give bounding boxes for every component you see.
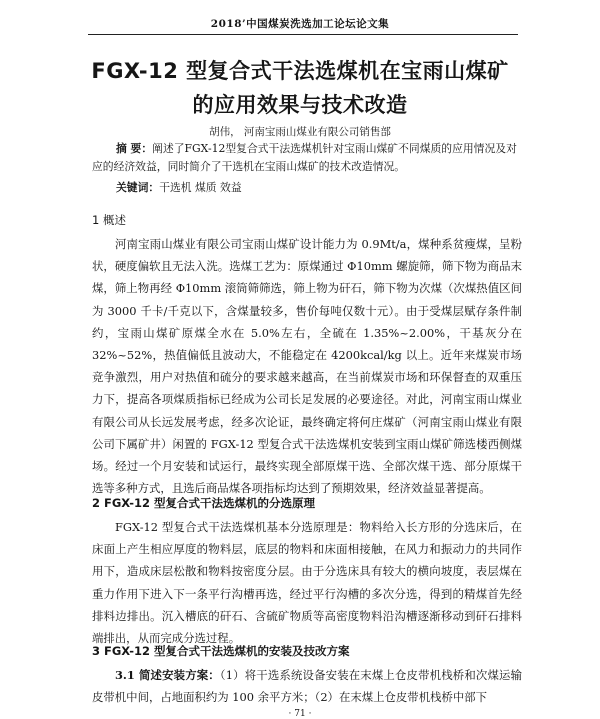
keywords-label: 关键词：	[116, 181, 160, 194]
paper-title-line-1: FGX-12 型复合式干法选煤机在宝雨山煤矿	[91, 59, 509, 83]
abstract-text: 阐述了FGX-12型复合式干法选煤机针对宝雨山煤矿不同煤质的应用情况及对应的经济效益，同时简介了干选机在宝雨山煤矿的技术改造情况。	[92, 142, 517, 173]
keywords-text: 干选机 煤质 效益	[159, 181, 242, 194]
section-heading-3	[92, 643, 350, 659]
page-number: · 71 ·	[288, 709, 312, 719]
keywords	[116, 180, 242, 195]
abstract	[92, 140, 522, 176]
section-heading-3-text: 3 FGX-12 型复合式干法选煤机的安装及技改方案	[92, 644, 350, 658]
section-heading-1: 1 概述	[92, 213, 126, 227]
section-heading-2-text: 2 FGX-12 型复合式干法选煤机的分选原理	[92, 496, 316, 510]
section-3-paragraph	[92, 664, 522, 708]
paper-title-line-2: 的应用效果与技术改造	[192, 93, 408, 117]
subsection-3-1-text: （1）将干选系统设备安装在末煤上仓皮带机栈桥和次煤运输皮带机中间，占地面积约为 100 余平方米；（2）在末煤上仓皮带机栈桥中部下	[92, 668, 522, 705]
section-1-paragraph: 河南宝雨山煤业有限公司宝雨山煤矿设计能力为 0.9Mt/a，煤种系贫瘦煤，呈粉状，硬度偏软且无法入洗。选煤工艺为：原煤通过 Φ10mm 螺旋筛，筛下物为商品末煤，筛上物再经 Φ10mm 滚筒筛筛选，筛上物为矸石，筛下物为次煤（次煤热值区间为 3000 千卡/千克以下，含煤量较多，售价每吨仅数十元）。由于受煤层赋存条件制约，宝雨山煤矿原煤全水在 5.0%左右，全硫在 1.35%~2.00%，干基灰分在 32%~52%，热值偏低且波动大，不能稳定在 4200kcal/kg 以上。近年来煤炭市场竞争激烈，用户对热值和硫分的要求越来越高，在当前煤炭市场和环保督查的双重压力下，提高各项煤质指标已经成为公司长足发展的必要途径。对此，河南宝雨山煤业有限公司从长远发展考虑，经多次论证，最终确定将何庄煤矿（河南宝雨山煤业有限公司下属矿井）闲置的 FGX-12 型复合式干法选煤机安装到宝雨山煤矿筛选楼西侧煤场。经过一个月安装和试运行，最终实现全部原煤干选、全部次煤干选、部分原煤干选等多种方式，且选后商品煤各项指标均达到了预期效果，经济效益显著提高。	[92, 237, 522, 496]
section-2-paragraph: FGX-12 型复合式干法选煤机基本分选原理是：物料给入长方形的分选床后，在床面上产生相应厚度的物料层，底层的物料和床面相接触，在风力和振动力的共同作用下，造成床层松散和物料按密度分层。由于分选床具有较大的横向坡度，表层煤在重力作用下进入下一条平行沟槽再选，经过平行沟槽的多次分选，得到的精煤首先经排料边排出。沉入槽底的矸石、含硫矿物质等高密度物料沿沟槽逐渐移动到矸石排料端排出，从而完成分选过程。	[92, 520, 522, 646]
abstract-label: 摘 要：	[116, 142, 153, 155]
running-header: 2018’中国煤炭洗选加工论坛论文集	[210, 18, 390, 30]
subsection-3-1-label: 3.1 简述安装方案：	[115, 668, 220, 682]
header-rule	[88, 34, 518, 35]
author-line: 胡伟， 河南宝雨山煤业有限公司销售部	[209, 126, 391, 138]
section-heading-2	[92, 495, 315, 511]
